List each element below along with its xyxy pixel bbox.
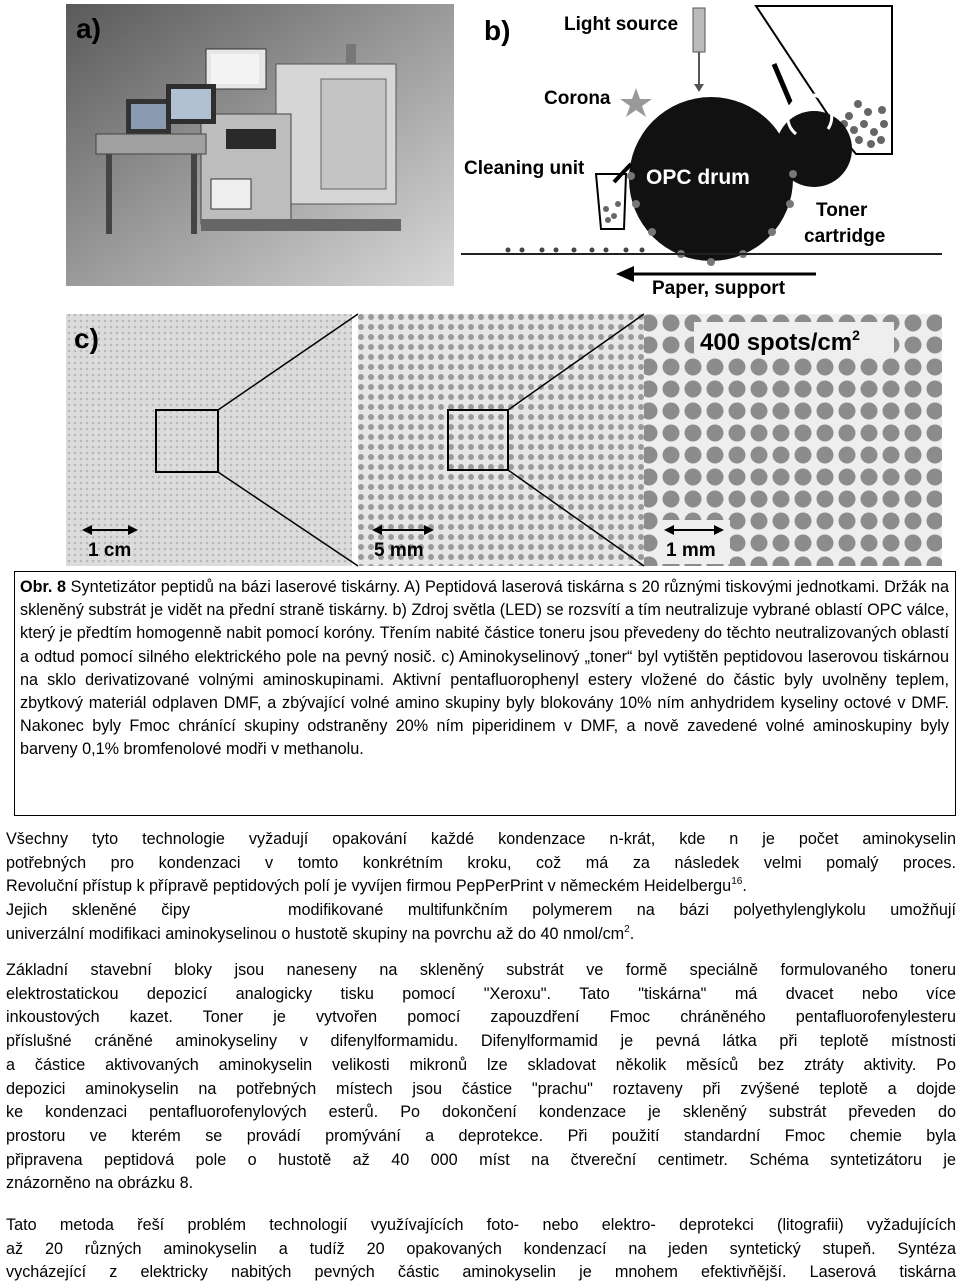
- density-label: 400 spots/$cm^2$: [700, 327, 860, 356]
- cleaning-unit-label: Cleaning unit: [464, 158, 585, 179]
- p2-line-6: depozici aminokyselin na potřebných místech jsou částice "prachu" roztaveny při zvýšené teplotě a dojde: [6, 1079, 956, 1098]
- p3-line-2: až 20 různých aminokyselin a tudíž 20 opakovaných kondenzací na jeden syntetický stupeň. Syntéza: [6, 1239, 956, 1258]
- light-source-icon: [693, 8, 705, 52]
- paragraph-1: [6, 828, 956, 947]
- panel-a-label: a): [76, 13, 101, 44]
- p2-line-4: příslušné cráněné aminokyseliny v difenylformamidu. Difenylformamid je pevná látka při teplotě místnosti: [6, 1032, 956, 1051]
- p1-line-1: Všechny tyto technologie vyžadují opakování každé kondenzace n-krát, kde n je počet aminokyselin: [6, 830, 956, 848]
- p2-line-5: a částice aktivovaných aminokyselin velikosti mikronů lze skladovat několik měsíců bez ztráty aktivity. Po: [6, 1055, 956, 1074]
- figure-panel-a: [66, 4, 454, 286]
- paper-support-label: Paper, support: [652, 278, 786, 299]
- light-source-label: Light source: [564, 14, 679, 35]
- p3-line-1: Tato metoda řeší problém technologií využívajících foto- nebo elektro- deprotekci (litografii) vyžadujících: [6, 1216, 956, 1234]
- p1-line-2: potřebných pro kondenzaci v tomto konkrétním kroku, což má za následek velmi pomalý proces.: [6, 853, 956, 872]
- figure-caption: [14, 571, 956, 816]
- p2-line-2: elektrostatickou depozicí analogicky tisku pomocí "Xeroxu". Tato "tiskárna" má dvacet nebo více: [6, 984, 956, 1003]
- paragraph-3: [6, 1214, 956, 1285]
- panel-b-label: b): [484, 15, 511, 46]
- scale-1-label: 1 cm: [88, 540, 132, 561]
- paragraph-2: [6, 959, 956, 1196]
- p1-line-3: Revoluční přístup k přípravě peptidových polí je vyvíjen firmou PepPerPrint v německém Heidelbergu$^{16}$.: [6, 876, 747, 896]
- p2-line-3: inkoustových kazet. Toner je vytvořen pomocí zapouzdření Fmoc chráněného pentafluorofenylesteru: [6, 1008, 956, 1027]
- scale-2-label: 5 mm: [374, 540, 424, 561]
- panel-c-label: c): [74, 323, 99, 354]
- p2-line-1: Základní stavební bloky jsou naneseny na skleněný substrát ve formě speciálně formulovaného toneru: [6, 961, 956, 979]
- scale-3-label: 1 mm: [666, 540, 716, 561]
- caption-text: Syntetizátor peptidů na bázi laserové tiskárny. A) Peptidová laserová tiskárna s 20 různými tiskovými jednotkami. Držák na skleněný substrát je vidět na přední straně tiskárny. b) Zdroj světla (LED) se rozsvítí a tím neutralizuje vybrané oblastí OPC válce, který je předtím homogenně nabit pomocí koróny. Třením nabité částice toneru jsou převedeny do těchto neutralizovaných oblastí a odtud pomocí silného elektrického pole na pevný nosič. c) Aminokyselinový „toner“ byl vytištěn peptidovou laserovou tiskárnou na sklo derivatizované volnými aminoskupinami. Aktivní pentafluorophenyl estery vložené do částic byly uvolněny teplem, zbytkový materiál odplaven DMF, a zbývající volné amino skupiny byly blokovány 10% ním anhydridem kyseliny octové v DMF. Nakonec byly Fmoc chránící skupiny odstraněny 20% ním piperidinem v DMF, a nově zavedené volné aminoskupiny byly barveny 0,1% bromfenolové modři v methanolu.: [20, 578, 949, 759]
- p3-line-3: vycházející z elektricky nabitých pevných částic aminokyselin je mnohem efektivňější. Laserová tiskárna: [6, 1263, 956, 1282]
- caption-label: Obr. 8: [20, 578, 67, 596]
- opc-drum-label: OPC drum: [646, 166, 750, 189]
- p2-line-9: připravena peptidová pole o hustotě až 40 000 míst na čtvereční centimetr. Schéma syntetizátoru je: [6, 1150, 956, 1169]
- p1-line-5: univerzální modifikaci aminokyselinou o hustotě skupiny na povrchu až do 40 nmol/$cm^2$.: [6, 923, 635, 943]
- p2-line-8: prostoru ve kterém se provádí promývání a deprotekce. Při použití standardní Fmoc chemie byla: [6, 1126, 956, 1145]
- spot-array-mid: [358, 314, 644, 566]
- figure-panel-c: [66, 312, 942, 570]
- cleaning-unit-icon: [596, 174, 626, 229]
- p2-line-7: ke kondenzaci pentafluorofenylových esterů. Po dokončení kondenzace je skleněný substrát převeden do: [6, 1103, 956, 1122]
- p1-line-4: Jejich skleněné čipy modifikované multifunkčním polymerem na bázi polyethylenglykolu umožňují: [6, 901, 956, 920]
- toner-cartridge-label-1: Toner: [816, 200, 868, 221]
- figure-panel-b: [456, 4, 942, 300]
- toner-cartridge-label-2: cartridge: [804, 226, 886, 247]
- corona-label: Corona: [544, 88, 611, 109]
- p2-line-10: znázorněno na obrázku 8.: [6, 1174, 194, 1193]
- spot-array-overview: [66, 314, 352, 566]
